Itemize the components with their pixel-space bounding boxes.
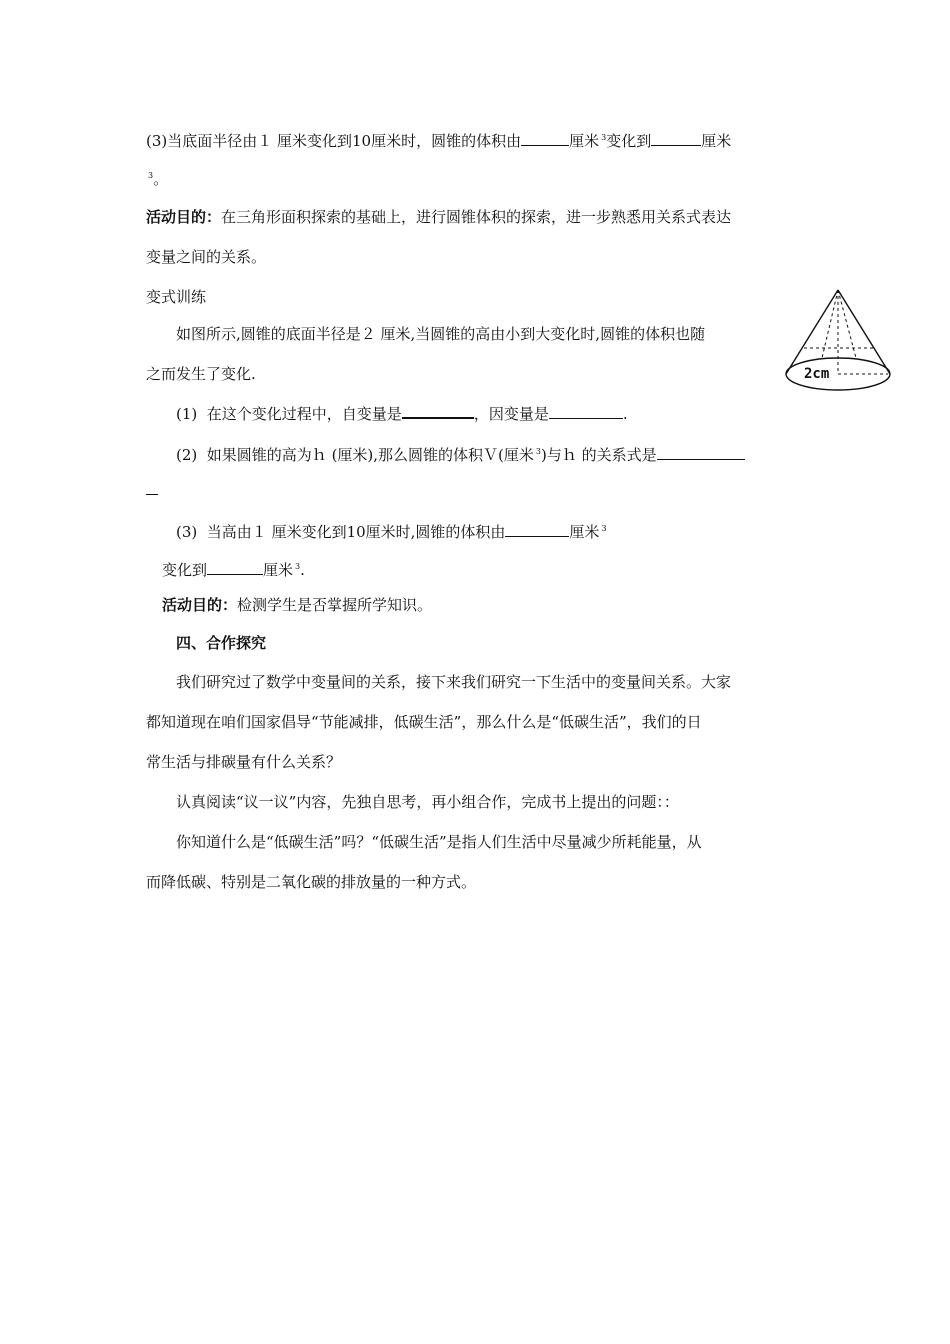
heading-cooperative-inquiry: 四、合作探究 [176, 634, 267, 652]
activity-purpose-1 [146, 207, 731, 227]
unit-text: 厘米 [569, 523, 600, 541]
paragraph-line: 都知道现在咱们国家倡导“节能减排，低碳生活”，那么什么是“低碳生活”，我们的日 [146, 713, 702, 731]
paragraph-line: 我们研究过了数学中变量间的关系，接下来我们研究一下生活中的变量间关系。大家 [176, 673, 732, 691]
unit-text: 厘米 [263, 561, 294, 579]
paragraph-line: 你知道什么是“低碳生活”吗？“低碳生活”是指人们生活中尽量减少所耗能量，从 [176, 833, 702, 851]
activity-purpose-text: 在三角形面积探索的基础上，进行圆锥体积的探索，进一步熟悉用关系式表达 [221, 208, 732, 226]
paragraph-line: 认真阅读“议一议”内容，先独自思考，再小组合作，完成书上提出的问题：： [176, 793, 679, 811]
dependent-variable-blank[interactable] [549, 404, 623, 419]
activity-purpose-1-cont [146, 247, 266, 267]
subquestion-number: (3) [176, 523, 198, 541]
intro-line-2: 之而发生了变化. [146, 365, 256, 383]
cone-figure [782, 286, 892, 404]
subquestion-number: (2) [176, 446, 198, 464]
subquestion-text: ，因变量是 [473, 405, 549, 423]
paragraph-line: 而降低碳、特别是二氧化碳的排放量的一种方式。 [146, 873, 477, 891]
subquestion-2-cont [146, 480, 158, 500]
paragraph-line: 常生活与排碳量有什么关系？ [146, 753, 342, 771]
radius-label: 2cm [804, 366, 830, 382]
relation-blank-cont[interactable] [146, 480, 158, 495]
activity-purpose-text: 检测学生是否掌握所学知识。 [237, 596, 433, 614]
activity-purpose-text: 变量之间的关系。 [146, 248, 267, 266]
exponent: 3 [148, 171, 154, 180]
period: . [622, 405, 628, 423]
unit-text: 厘米 [569, 132, 600, 150]
subquestion-2 [176, 442, 745, 465]
subquestion-1 [176, 403, 628, 424]
question-3-text: (3)当底面半径由１ 厘米变化到10厘米时，圆锥的体积由 [146, 132, 522, 150]
volume-from-blank[interactable] [505, 522, 569, 537]
period: 。 [153, 170, 169, 188]
independent-variable-blank[interactable] [402, 403, 474, 419]
subquestion-text: 当高由１ 厘米变化到10厘米时,圆锥的体积由 [206, 523, 506, 541]
relation-blank[interactable] [657, 445, 745, 460]
volume-to-blank[interactable] [207, 560, 263, 575]
question-3-mid: 变化到 [606, 132, 652, 150]
subquestion-text: 如果圆锥的高为ｈ (厘米),那么圆锥的体积Ｖ(厘米 [206, 446, 534, 464]
question-3-line [146, 128, 731, 151]
period: . [300, 561, 305, 579]
section-title-variation: 变式训练 [146, 288, 207, 306]
activity-purpose-label: 活动目的： [146, 208, 222, 226]
subquestion-3-cont [162, 557, 305, 580]
cone-side-left [786, 290, 838, 374]
subquestion-text: 在这个变化过程中，自变量是 [206, 405, 402, 423]
intro-line-1: 如图所示,圆锥的底面半径是２ 厘米,当圆锥的高由小到大变化时,圆锥的体积也随 [176, 325, 706, 343]
activity-purpose-2 [162, 595, 432, 615]
exponent: 3 [295, 562, 301, 571]
exponent: 3 [601, 133, 607, 142]
subquestion-number: (1) [176, 405, 198, 423]
cone-side-right [838, 290, 890, 374]
answer-blank[interactable] [651, 131, 701, 146]
answer-blank[interactable] [521, 131, 569, 146]
subquestion-text: 变化到 [162, 561, 208, 579]
exponent: 3 [535, 447, 541, 456]
exponent: 3 [601, 524, 607, 533]
subquestion-text: )与ｈ 的关系式是 [541, 446, 657, 464]
activity-purpose-label: 活动目的： [162, 596, 238, 614]
question-3-line-cont [146, 166, 168, 189]
subquestion-3 [176, 519, 607, 542]
unit-text: 厘米 [701, 132, 732, 150]
